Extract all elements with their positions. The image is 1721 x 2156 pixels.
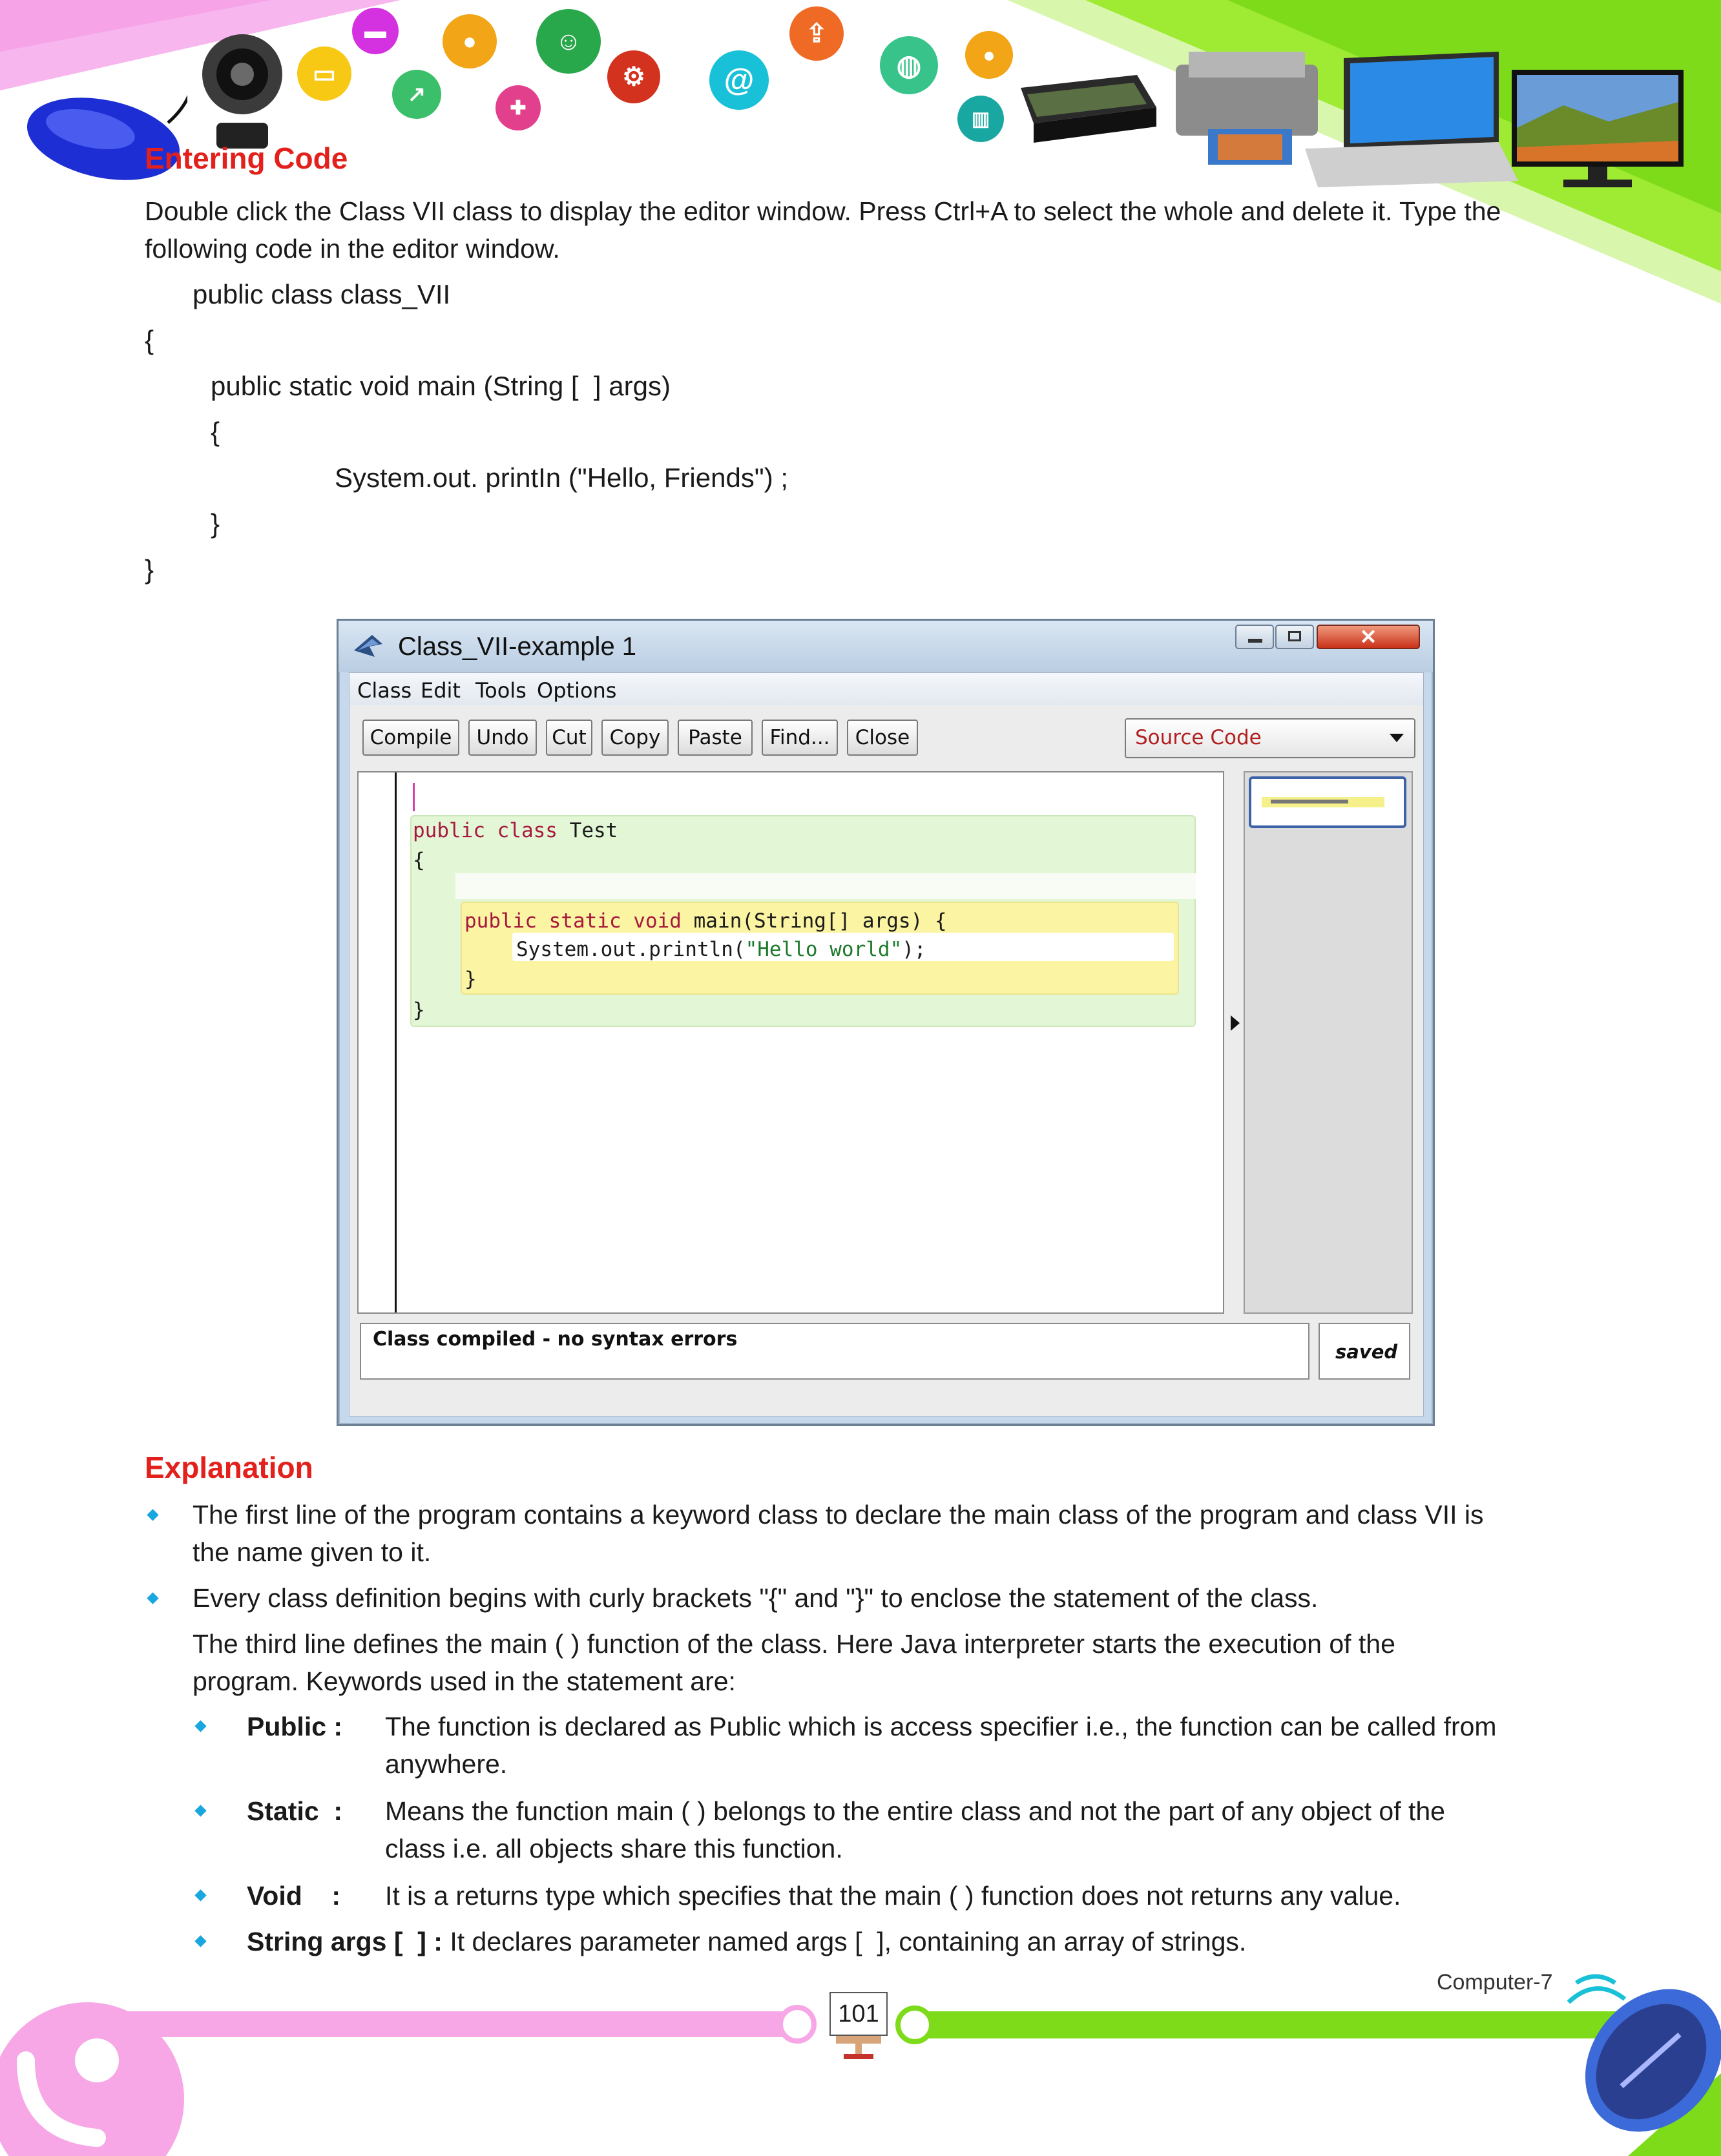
code-line-6: } [211, 508, 220, 539]
term-string-args-desc: It declares parameter named args [ ], containing an array of strings. [450, 1927, 1247, 1956]
status-bar [349, 1319, 1424, 1416]
mouse-orange-icon: ● [965, 31, 1013, 79]
maximize-button[interactable] [1275, 625, 1314, 649]
gears-icon: ⚙ [607, 50, 660, 103]
analytics-icon: ▥ [957, 96, 1004, 142]
menu-item-options[interactable]: Options [537, 678, 617, 703]
status-message: Class compiled - no syntax errors [373, 1328, 738, 1351]
bullet-icon [194, 1935, 206, 1947]
menu-item-tools[interactable]: Tools [475, 678, 527, 703]
editor-area [349, 763, 1424, 1319]
explanation-bullet-2: Every class definition begins with curly brackets "{" and "}" to enclose the statement of the class. [193, 1583, 1319, 1613]
term-static-desc-line-1: Means the function main ( ) belongs to the entire class and not the part of any object of the [385, 1796, 1445, 1826]
editor-window [337, 619, 1435, 1426]
term-void: Void : [247, 1881, 341, 1911]
scanner-icon [1008, 62, 1163, 146]
editor-code-line-3: public static void main(String[] args) { [464, 909, 947, 933]
menu-item-class[interactable]: Class [357, 678, 412, 703]
source-editor[interactable] [357, 771, 1224, 1314]
window-title: Class_VII-example 1 [398, 632, 637, 661]
term-string-args [247, 1923, 1246, 1960]
landscape-monitor-icon [1512, 70, 1684, 192]
editor-code-line-4: System.out.println("Hello world"); [516, 938, 926, 961]
bullet-icon [147, 1509, 158, 1520]
editor-code-line-1: public class Test [413, 819, 618, 842]
compile-button[interactable]: Compile [362, 720, 459, 756]
folder-icon: ▬ [352, 8, 399, 54]
term-void-desc: It is a returns type which specifies that the main ( ) function does not returns any value. [385, 1881, 1401, 1911]
term-static-desc-line-2: class i.e. all objects share this function. [385, 1834, 843, 1863]
bullet-icon [194, 1720, 206, 1732]
page-number-box [829, 1992, 888, 2036]
paste-button[interactable]: Paste [678, 720, 753, 756]
globe-icon: ◍ [880, 36, 938, 94]
code-line-1: public class class_VII [193, 279, 451, 309]
editor-code-line-2: { [413, 849, 425, 872]
editor-code-line-6: } [413, 999, 425, 1022]
close-x-icon: ✕ [1359, 625, 1377, 648]
minimize-button[interactable] [1235, 625, 1274, 649]
code-line-5: System.out. printIn ("Hello, Friends") ; [335, 462, 789, 493]
editor-code-line-5: } [464, 968, 477, 991]
book-name: Computer-7 [1437, 1970, 1553, 1995]
term-public-desc-line-1: The function is declared as Public which is access specifier i.e., the function can be called from [385, 1712, 1497, 1741]
menu-bar [349, 672, 1424, 706]
explanation-paragraph-line-1: The third line defines the main ( ) function of the class. Here Java interpreter starts the execution of the [193, 1629, 1395, 1659]
undo-button[interactable]: Undo [468, 720, 537, 756]
cut-button[interactable]: Cut [546, 720, 592, 756]
section-title-explanation: Explanation [145, 1451, 313, 1484]
section-title-entering-code: Entering Code [145, 141, 348, 175]
term-public-desc-line-2: anywhere. [385, 1749, 508, 1779]
chevron-down-icon [1390, 734, 1404, 742]
bluej-bird-icon [353, 632, 384, 658]
find-button[interactable]: Find... [762, 720, 838, 756]
bullet-icon [147, 1592, 158, 1604]
page-number-stand [836, 2036, 881, 2044]
monitor-icon: ▭ [297, 47, 351, 101]
copy-button[interactable]: Copy [601, 720, 669, 756]
printer-icon [1169, 45, 1324, 168]
code-line-7: } [145, 554, 154, 585]
view-select-value: Source Code [1135, 726, 1262, 749]
page-number-base [844, 2054, 873, 2059]
editor-gutter-line [395, 772, 397, 1312]
upload-icon: ⇪ [789, 6, 844, 61]
network-people-icon: ☺ [536, 9, 601, 74]
menu-item-edit[interactable]: Edit [421, 678, 461, 703]
minimize-icon [1248, 639, 1262, 643]
maximize-icon [1288, 631, 1301, 641]
text-cursor [413, 783, 415, 811]
term-public: Public : [247, 1712, 343, 1741]
page-number: 101 [838, 2000, 879, 2027]
intro-paragraph-line-2: following code in the editor window. [145, 234, 560, 264]
term-static: Static : [247, 1796, 343, 1826]
thumbnail-statement-bar [1271, 800, 1348, 803]
term-string-args-label: String args [ ] : [247, 1927, 443, 1956]
saved-indicator-box [1319, 1323, 1410, 1380]
game-controller-icon: ✚ [495, 85, 541, 130]
mouse-small-icon: ● [443, 14, 497, 68]
webcam-icon [187, 26, 297, 155]
close-button[interactable]: Close [847, 720, 918, 756]
window-title-bar [339, 621, 1433, 672]
view-select[interactable] [1125, 718, 1415, 758]
explanation-bullet-1-line-1: The first line of the program contains a keyword class to declare the main class of the program and class VII is [193, 1500, 1484, 1529]
laptop-icon [1305, 52, 1518, 187]
code-line-2: { [145, 325, 154, 355]
status-message-box [360, 1323, 1309, 1380]
at-sign-icon: @ [709, 50, 769, 110]
navigation-panel [1244, 771, 1413, 1314]
collapse-arrow-icon[interactable] [1231, 1015, 1240, 1031]
bullet-icon [194, 1889, 206, 1901]
navigation-viewport[interactable] [1249, 776, 1406, 828]
class-body-gap [455, 873, 1196, 899]
explanation-bullet-1-line-2: the name given to it. [193, 1537, 432, 1567]
toolbar [349, 705, 1424, 763]
code-line-3: public static void main (String [ ] args) [211, 371, 671, 401]
intro-paragraph-line-1: Double click the Class VII class to display the editor window. Press Ctrl+A to select the whole and delete it. Type the [145, 196, 1501, 226]
chart-up-icon: ↗ [392, 70, 441, 119]
close-window-button[interactable] [1317, 625, 1420, 649]
bullet-icon [194, 1805, 206, 1816]
saved-indicator: saved [1335, 1341, 1398, 1363]
code-line-4: { [211, 417, 220, 447]
explanation-paragraph-line-2: program. Keywords used in the statement are: [193, 1666, 736, 1696]
